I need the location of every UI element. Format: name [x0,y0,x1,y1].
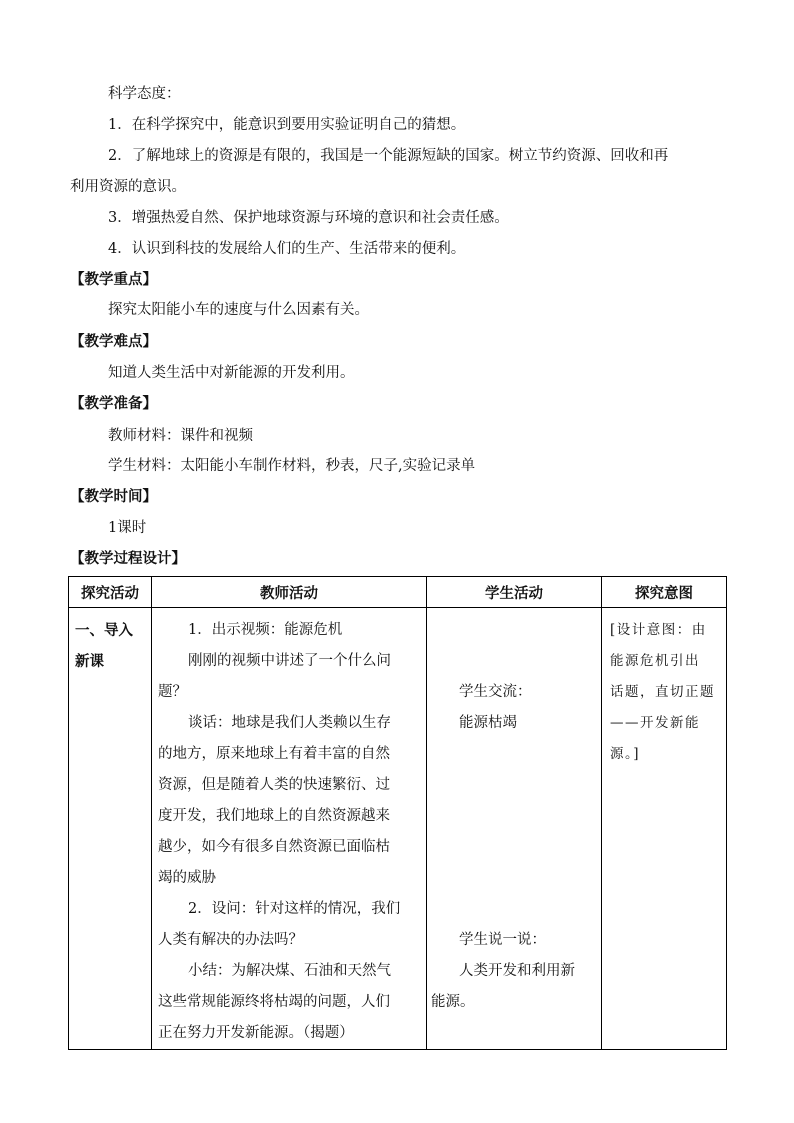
lesson-process-table [68,576,727,1050]
student-line: 能源。 [431,994,475,1010]
teacher-line: 小结：为解决煤、石油和天然气 [188,963,391,979]
teacher-materials: 教师材料：课件和视频 [108,428,253,444]
key-point-text: 探究太阳能小车的速度与什么因素有关。 [108,302,369,318]
teacher-line: 2．设问：针对这样的情况，我们 [188,901,401,917]
teacher-line: 这些常规能源终将枯竭的问题，人们 [158,994,390,1010]
stage-line-2: 新课 [75,653,104,670]
teacher-line: 度开发，我们地球上的自然资源越来 [158,808,390,824]
attitude-item-2: 2．了解地球上的资源是有限的，我国是一个能源短缺的国家。树立节约资源、回收和再 [108,148,669,164]
teacher-line: 谈话：地球是我们人类赖以生存 [188,715,391,731]
time-text: 1课时 [108,520,147,536]
teacher-line: 人类有解决的办法吗？ [158,932,303,948]
process-heading: 【教学过程设计】 [70,550,186,567]
purpose-line: ——开发新能 [610,715,700,731]
attitude-item-4: 4．认识到科技的发展给人们的生产、生活带来的便利。 [108,241,466,257]
attitude-item-2-cont: 利用资源的意识。 [70,179,186,195]
teacher-line: 竭的威胁 [158,870,216,886]
key-point-heading: 【教学重点】 [70,271,157,288]
attitude-item-1: 1．在科学探究中，能意识到要用实验证明自己的猜想。 [108,117,466,133]
column-header-activity: 探究活动 [69,577,152,608]
teacher-line: 的地方，原来地球上有着丰富的自然 [158,746,390,762]
teacher-line: 刚刚的视频中讲述了一个什么问 [188,653,391,669]
teacher-line: 1．出示视频：能源危机 [188,622,343,638]
teacher-line: 越少，如今有很多自然资源已面临枯 [158,839,390,855]
stage-cell [69,608,152,1050]
table-row [69,608,727,1050]
teacher-activity-cell [152,608,427,1050]
stage-line-1: 一、导入 [75,622,133,639]
student-line: 能源枯竭 [459,715,517,731]
difficulty-text: 知道人类生活中对新能源的开发利用。 [108,365,355,381]
teacher-line: 资源，但是随着人类的快速繁衍、过 [158,777,390,793]
teacher-line: 正在努力开发新能源。（揭题） [158,1025,354,1041]
preparation-heading: 【教学准备】 [70,395,157,412]
purpose-line: 源。] [610,746,641,762]
purpose-cell [602,608,727,1050]
student-line: 学生说一说： [459,932,546,948]
attitude-item-3: 3．增强热爱自然、保护地球资源与环境的意识和社会责任感。 [108,210,509,226]
table-header-row [69,577,727,608]
purpose-line: 能源危机引出 [610,653,700,669]
column-header-purpose: 探究意图 [602,577,727,608]
column-header-teacher: 教师活动 [152,577,427,608]
student-materials: 学生材料：太阳能小车制作材料，秒表，尺子,实验记录单 [108,458,476,474]
attitude-title: 科学态度： [108,86,181,102]
difficulty-heading: 【教学难点】 [70,333,157,350]
student-line: 学生交流： [459,684,532,700]
student-activity-cell [427,608,602,1050]
column-header-student: 学生活动 [427,577,602,608]
purpose-line: [设计意图：由 [610,622,707,638]
time-heading: 【教学时间】 [70,488,157,505]
purpose-line: 话题，直切正题 [610,684,715,700]
student-line: 人类开发和利用新 [459,963,575,979]
teacher-line: 题？ [158,684,187,700]
